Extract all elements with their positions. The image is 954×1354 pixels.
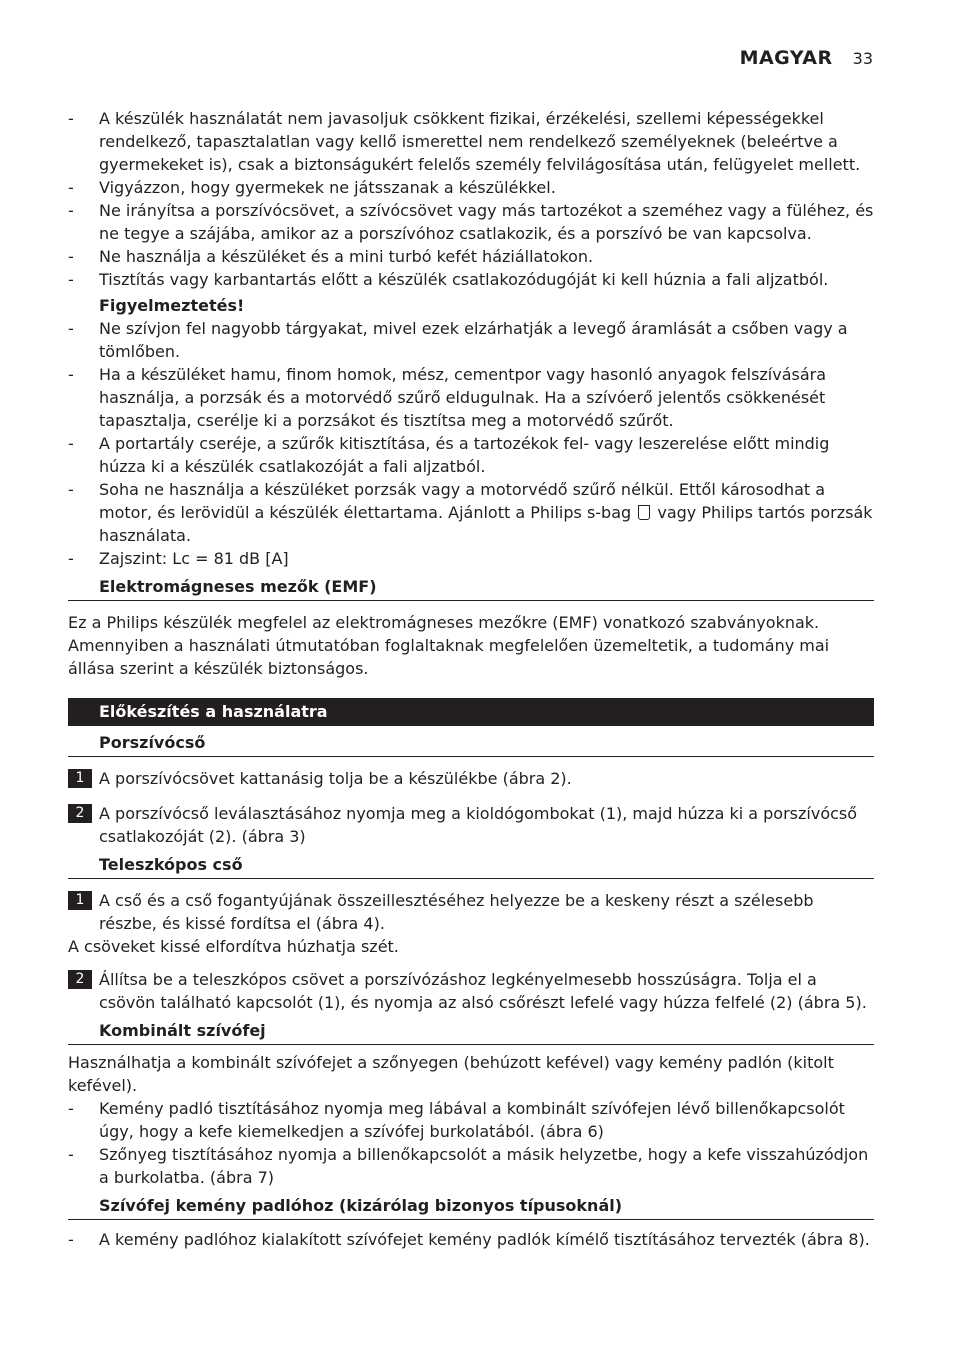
warning-title: Figyelmeztetés! [99,296,245,315]
list-item: - Vigyázzon, hogy gyermekek ne játsszanak a készülékkel. [68,178,556,197]
bullet-dash: - [68,201,74,220]
bullet-dash: - [68,1145,74,1164]
list-item: - Ne használja a készüléket és a mini turbó kefét háziállatokon. [68,247,594,266]
bullet-dash: - [68,434,74,453]
emf-paragraph: Ez a Philips készülék megfelel az elektromágneses mezőkre (EMF) vonatkozó szabványoknak. Amennyiben a használati útmutatóban foglaltaknak megfelelően üzemeltetik, a tudomány mai állása szerint a készülék biztonságos. [68,613,830,678]
bullet-dash: - [68,480,74,499]
list-item: - A portartály cseréje, a szűrők kitisztítása, és a tartozékok fel- vagy leszerelése előtt mindig húzza ki a készülék csatlakozóját a fali aljzatból. [68,434,830,476]
bullet-dash: - [68,549,74,568]
bullet-dash: - [68,319,74,338]
bullet-dash: - [68,178,74,197]
list-item: - Ne szívjon fel nagyobb tárgyakat, mivel ezek elzárhatják a levegő áramlását a csőben vagy a tömlőben. [68,319,848,361]
section-title-kombinalt: Kombinált szívófej [68,1019,874,1045]
step-note: A csöveket kissé elfordítva húzhatja szét. [68,937,399,956]
step-item: 1 A cső és a cső fogantyújának összeillesztéséhez helyezze be a keskeny részt a szélesebb részbe, és kissé fordítsa el (ábra 4). [68,889,874,935]
s-bag-icon [638,505,650,520]
bullet-dash: - [68,270,74,289]
list-item: - Szőnyeg tisztításához nyomja a billenőkapcsolót a másik helyzetbe, hogy a kefe visszahúzódjon a burkolatba. (ábra 7) [68,1145,869,1187]
section-title-porszivocso: Porszívócső [68,731,874,757]
bullet-dash: - [68,1230,74,1249]
list-item: - Ne irányítsa a porszívócsövet, a szívócsövet vagy más tartozékot a szeméhez vagy a füléhez, és ne tegye a szájába, amikor az a porszívóhoz csatlakozik, és a porszívó be van kapcsolva. [68,201,874,243]
list-item: - Zajszint: Lc = 81 dB [A] [68,549,289,568]
page-header [740,47,873,69]
step-number: 2 [68,804,92,823]
bullet-dash: - [68,109,74,128]
step-number: 1 [68,769,92,788]
bullet-dash: - [68,1099,74,1118]
list-item: - A kemény padlóhoz kialakított szívófejet kemény padlók kímélő tisztításához tervezték (ábra 8). [68,1230,870,1249]
step-item: 1 A porszívócsövet kattanásig tolja be a készülékbe (ábra 2). [68,767,874,790]
section-title-kemeny-padlo: Szívófej kemény padlóhoz (kizárólag bizonyos típusoknál) [68,1194,874,1220]
step-number: 2 [68,970,92,989]
list-item: - A készülék használatát nem javasoljuk csökkent fizikai, érzékelési, szellemi képességekkel rendelkező, tapasztalatlan vagy kellő ismerettel nem rendelkező személyeknek (beleértve a gyermekeket is), csak a biztonságukért felelős személy felvilágosítása után, felügyelet mellett. [68,109,861,174]
section-title-teleszkopos: Teleszkópos cső [68,853,874,879]
step-number: 1 [68,891,92,910]
list-item: - Tisztítás vagy karbantartás előtt a készülék csatlakozódugóját ki kell húznia a fali aljzatból. [68,270,829,289]
step-item: 2 A porszívócső leválasztásához nyomja meg a kioldógombokat (1), majd húzza ki a porszívócső csatlakozóját (2). (ábra 3) [68,802,874,848]
language-label: MAGYAR [739,47,833,69]
kombinalt-paragraph: Használhatja a kombinált szívófejet a szőnyegen (behúzott kefével) vagy kemény padlón (kitolt kefével). [68,1053,834,1095]
page-number: 33 [852,49,873,68]
bullet-dash: - [68,365,74,384]
list-item: - Kemény padló tisztításához nyomja meg lábával a kombinált szívófejen lévő billenőkapcsolót úgy, hogy a kefe kiemelkedjen a szívófej burkolatából. (ábra 6) [68,1099,845,1141]
section-title-emf: Elektromágneses mezők (EMF) [68,575,874,601]
chapter-title: Előkészítés a használatra [68,698,874,726]
bullet-dash: - [68,247,74,266]
step-item: 2 Állítsa be a teleszkópos csövet a porszívózáshoz legkényelmesebb hosszúságra. Tolja el a csövön található kapcsolót (1), és nyomja az alsó csőrészt lefelé vagy húzza felfelé (2) (ábra 5). [68,968,874,1014]
list-item: - Ha a készüléket hamu, finom homok, mész, cementpor vagy hasonló anyagok felszívására használja, a porzsák és a motorvédő szűrő eldugulnak. Ha a szívóerő jelentős csökkenését tapasztalja, cserélje ki a porzsákot és tisztítsa meg a motorvédő szűrőt. [68,365,827,430]
list-item: - Soha ne használja a készüléket porzsák vagy a motorvédő szűrő nélkül. Ettől károsodhat a motor, és lerövidül a készülék élettartama. Ajánlott a Philips s-bag vagy Philips tartós porzsák használata. [68,480,873,545]
page-content [68,107,874,1251]
